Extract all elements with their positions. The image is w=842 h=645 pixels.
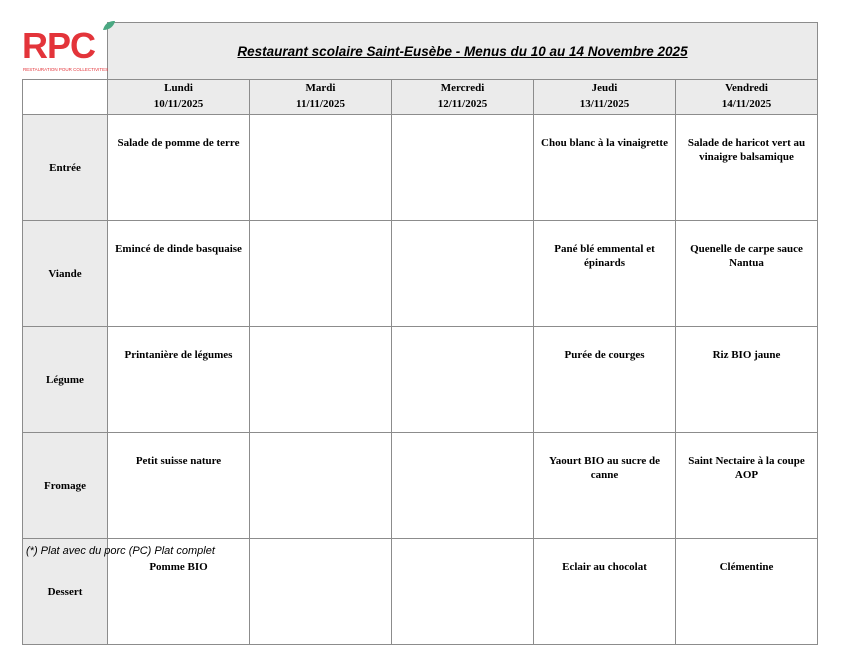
day-header-mercredi bbox=[392, 80, 534, 115]
leaf-icon bbox=[102, 20, 116, 32]
day-date: 10/11/2025 bbox=[153, 98, 204, 110]
corner-cell bbox=[23, 80, 108, 115]
dish-name: Chou blanc à la vinaigrette bbox=[541, 137, 668, 149]
menu-cell bbox=[676, 433, 818, 539]
dish-name: Petit suisse nature bbox=[135, 455, 222, 467]
menu-cell bbox=[250, 221, 392, 327]
day-header-vendredi bbox=[676, 80, 818, 115]
menu-cell bbox=[250, 115, 392, 221]
course-row bbox=[23, 327, 818, 433]
menu-cell bbox=[676, 221, 818, 327]
logo-tagline: RESTAURATION POUR COLLECTIVITES bbox=[23, 67, 109, 72]
dish-name: Clémentine bbox=[719, 561, 774, 573]
day-name: Mardi bbox=[305, 82, 336, 94]
page-title: Restaurant scolaire Saint-Eusèbe - Menus du 10 au 14 Novembre 2025 bbox=[108, 23, 818, 80]
course-row bbox=[23, 433, 818, 539]
course-label: Légume bbox=[23, 327, 108, 433]
dish-name: Salade de pomme de terre bbox=[117, 137, 240, 149]
dish-name: Pomme BIO bbox=[149, 561, 208, 573]
menu-cell bbox=[676, 115, 818, 221]
day-name: Mercredi bbox=[440, 82, 485, 94]
menu-cell bbox=[676, 327, 818, 433]
menu-cell bbox=[676, 539, 818, 645]
course-label: Dessert bbox=[23, 539, 108, 645]
day-date: 14/11/2025 bbox=[721, 98, 772, 110]
course-label: Fromage bbox=[23, 433, 108, 539]
dish-name: Purée de courges bbox=[564, 349, 645, 361]
menu-cell bbox=[392, 115, 534, 221]
day-header-mardi bbox=[250, 80, 392, 115]
menu-cell bbox=[534, 115, 676, 221]
course-row bbox=[23, 221, 818, 327]
dish-name: Yaourt BIO au sucre de canne bbox=[548, 455, 661, 481]
dish-name: Emincé de dinde basquaise bbox=[115, 243, 242, 255]
menu-cell bbox=[534, 539, 676, 645]
course-label: Entrée bbox=[23, 115, 108, 221]
day-header-jeudi bbox=[534, 80, 676, 115]
dish-name: Quenelle de carpe sauce Nantua bbox=[690, 243, 803, 269]
menu-cell bbox=[392, 221, 534, 327]
dish-name: Salade de haricot vert au vinaigre balsamique bbox=[687, 137, 806, 163]
dish-name: Riz BIO jaune bbox=[712, 349, 781, 361]
course-row bbox=[23, 115, 818, 221]
menu-cell bbox=[108, 327, 250, 433]
menu-cell bbox=[534, 327, 676, 433]
dish-name: Printanière de légumes bbox=[124, 349, 233, 361]
day-name: Jeudi bbox=[591, 82, 618, 94]
menu-cell bbox=[108, 433, 250, 539]
footnote: (*) Plat avec du porc (PC) Plat complet bbox=[26, 545, 215, 557]
menu-cell bbox=[392, 327, 534, 433]
menu-cell bbox=[392, 433, 534, 539]
day-date: 12/11/2025 bbox=[437, 98, 488, 110]
menu-cell bbox=[108, 221, 250, 327]
dish-name: Eclair au chocolat bbox=[562, 561, 647, 573]
dish-name: Pané blé emmental et épinards bbox=[554, 243, 655, 269]
dish-name: Saint Nectaire à la coupe AOP bbox=[688, 455, 805, 481]
menu-cell bbox=[250, 327, 392, 433]
menu-cell bbox=[250, 433, 392, 539]
menu-cell bbox=[250, 539, 392, 645]
menu-cell bbox=[534, 433, 676, 539]
day-header-lundi bbox=[108, 80, 250, 115]
logo-text: RPC bbox=[22, 25, 96, 66]
menu-cell bbox=[108, 115, 250, 221]
rpc-logo bbox=[22, 20, 108, 80]
day-date: 11/11/2025 bbox=[296, 98, 345, 110]
day-date: 13/11/2025 bbox=[579, 98, 630, 110]
day-name: Lundi bbox=[164, 82, 193, 94]
menu-cell bbox=[534, 221, 676, 327]
course-label: Viande bbox=[23, 221, 108, 327]
day-name: Vendredi bbox=[725, 82, 768, 94]
menu-cell bbox=[392, 539, 534, 645]
